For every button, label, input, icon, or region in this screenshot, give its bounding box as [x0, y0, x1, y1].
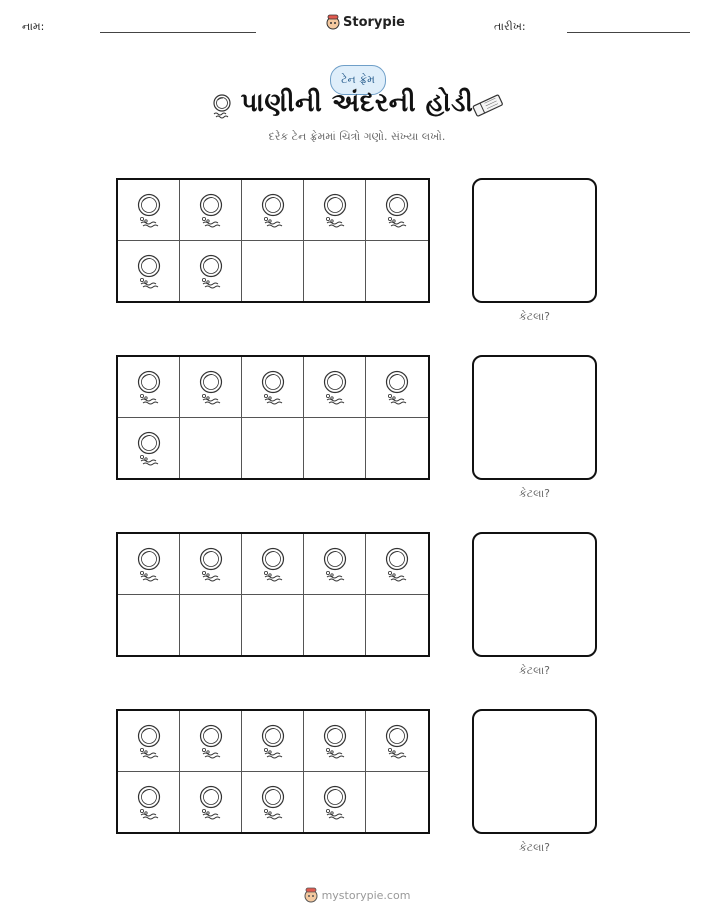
submarine-bubble-icon [195, 723, 227, 759]
ten-frame-badge: ટેન ફ્રેમ [330, 65, 386, 95]
ten-frame-cell-filled [180, 357, 242, 418]
answer-box[interactable] [472, 532, 597, 657]
ten-frame-cell-filled [118, 241, 180, 302]
ten-frame-cell-filled [180, 772, 242, 833]
eraser-icon [470, 94, 506, 118]
submarine-bubble-icon [133, 723, 165, 759]
ten-frame-cell-filled [304, 180, 366, 241]
ten-frame-cell-empty [242, 241, 304, 302]
how-many-label: કેટલા? [518, 310, 551, 323]
submarine-bubble-icon [195, 546, 227, 582]
ten-frame-cell-empty [118, 595, 180, 656]
storypie-mascot-icon [304, 887, 318, 903]
ten-frame-cell-empty [180, 418, 242, 479]
ten-frame-cell-filled [304, 711, 366, 772]
submarine-bubble-icon [257, 192, 289, 228]
submarine-bubble-icon [133, 253, 165, 289]
ten-frame [116, 532, 430, 657]
instructions: દરેક ટેન ફ્રેમમાં ચિત્રો ગણો. સંખ્યા લખો. [268, 130, 446, 143]
date-field[interactable] [567, 32, 690, 33]
ten-frame-cell-empty [366, 418, 428, 479]
ten-frame-cell-filled [118, 772, 180, 833]
submarine-bubble-icon [319, 784, 351, 820]
ten-frame-cell-filled [242, 534, 304, 595]
date-label: તારીખ: [494, 20, 526, 33]
ten-frame-cell-empty [242, 595, 304, 656]
how-many-label: કેટલા? [518, 487, 551, 500]
ten-frame-cell-filled [242, 772, 304, 833]
submarine-bubble-icon [319, 546, 351, 582]
brand-logo [326, 14, 405, 30]
submarine-bubble-icon [133, 430, 165, 466]
submarine-bubble-icon [133, 784, 165, 820]
submarine-bubble-icon [381, 546, 413, 582]
ten-frame-cell-empty [366, 772, 428, 833]
ten-frame-cell-filled [118, 711, 180, 772]
ten-frame-cell-empty [366, 241, 428, 302]
footer [0, 887, 714, 903]
ten-frame [116, 355, 430, 480]
name-label: નામ: [22, 20, 45, 33]
ten-frame-cell-empty [366, 595, 428, 656]
ten-frame-cell-filled [304, 772, 366, 833]
submarine-bubble-icon [133, 546, 165, 582]
ten-frame [116, 709, 430, 834]
ten-frame-cell-filled [242, 711, 304, 772]
ten-frame-cell-empty [304, 418, 366, 479]
submarine-bubble-icon [195, 369, 227, 405]
ten-frame-cell-filled [366, 711, 428, 772]
submarine-bubble-icon [381, 192, 413, 228]
submarine-bubble-icon [257, 546, 289, 582]
ten-frame-cell-empty [242, 418, 304, 479]
submarine-bubble-icon [319, 369, 351, 405]
ten-frame-cell-empty [304, 595, 366, 656]
submarine-bubble-icon [381, 369, 413, 405]
ten-frame-cell-filled [118, 534, 180, 595]
submarine-bubble-icon [133, 369, 165, 405]
ten-frame-cell-filled [180, 180, 242, 241]
ten-frame-cell-filled [366, 180, 428, 241]
answer-box[interactable] [472, 355, 597, 480]
submarine-bubble-icon [257, 369, 289, 405]
storypie-mascot-icon [326, 14, 340, 30]
brand-name: Storypie [343, 14, 405, 30]
ten-frame-cell-filled [304, 357, 366, 418]
footer-url[interactable]: mystorypie.com [321, 888, 411, 902]
submarine-bubble-icon [319, 723, 351, 759]
ten-frame-cell-filled [242, 357, 304, 418]
submarine-bubble-icon [257, 784, 289, 820]
submarine-bubble-icon [257, 723, 289, 759]
submarine-bubble-icon [195, 192, 227, 228]
ten-frame-cell-filled [242, 180, 304, 241]
ten-frame-cell-filled [118, 357, 180, 418]
answer-box[interactable] [472, 178, 597, 303]
page-title: પાણીની અંદરની હોડી [240, 88, 474, 118]
ten-frame-cell-empty [304, 241, 366, 302]
submarine-bubble-icon [319, 192, 351, 228]
ten-frame-cell-empty [180, 595, 242, 656]
ten-frame-cell-filled [180, 241, 242, 302]
submarine-bubble-icon [381, 723, 413, 759]
answer-box[interactable] [472, 709, 597, 834]
ten-frame-cell-filled [118, 180, 180, 241]
ten-frame-cell-filled [366, 357, 428, 418]
how-many-label: કેટલા? [518, 664, 551, 677]
name-field[interactable] [100, 32, 256, 33]
submarine-bubble-icon [195, 784, 227, 820]
submarine-bubble-icon [195, 253, 227, 289]
submarine-bubble-icon [133, 192, 165, 228]
ten-frame-cell-filled [180, 711, 242, 772]
ten-frame-cell-filled [304, 534, 366, 595]
ten-frame-cell-filled [180, 534, 242, 595]
ten-frame [116, 178, 430, 303]
how-many-label: કેટલા? [518, 841, 551, 854]
ten-frame-cell-filled [118, 418, 180, 479]
ten-frame-cell-filled [366, 534, 428, 595]
